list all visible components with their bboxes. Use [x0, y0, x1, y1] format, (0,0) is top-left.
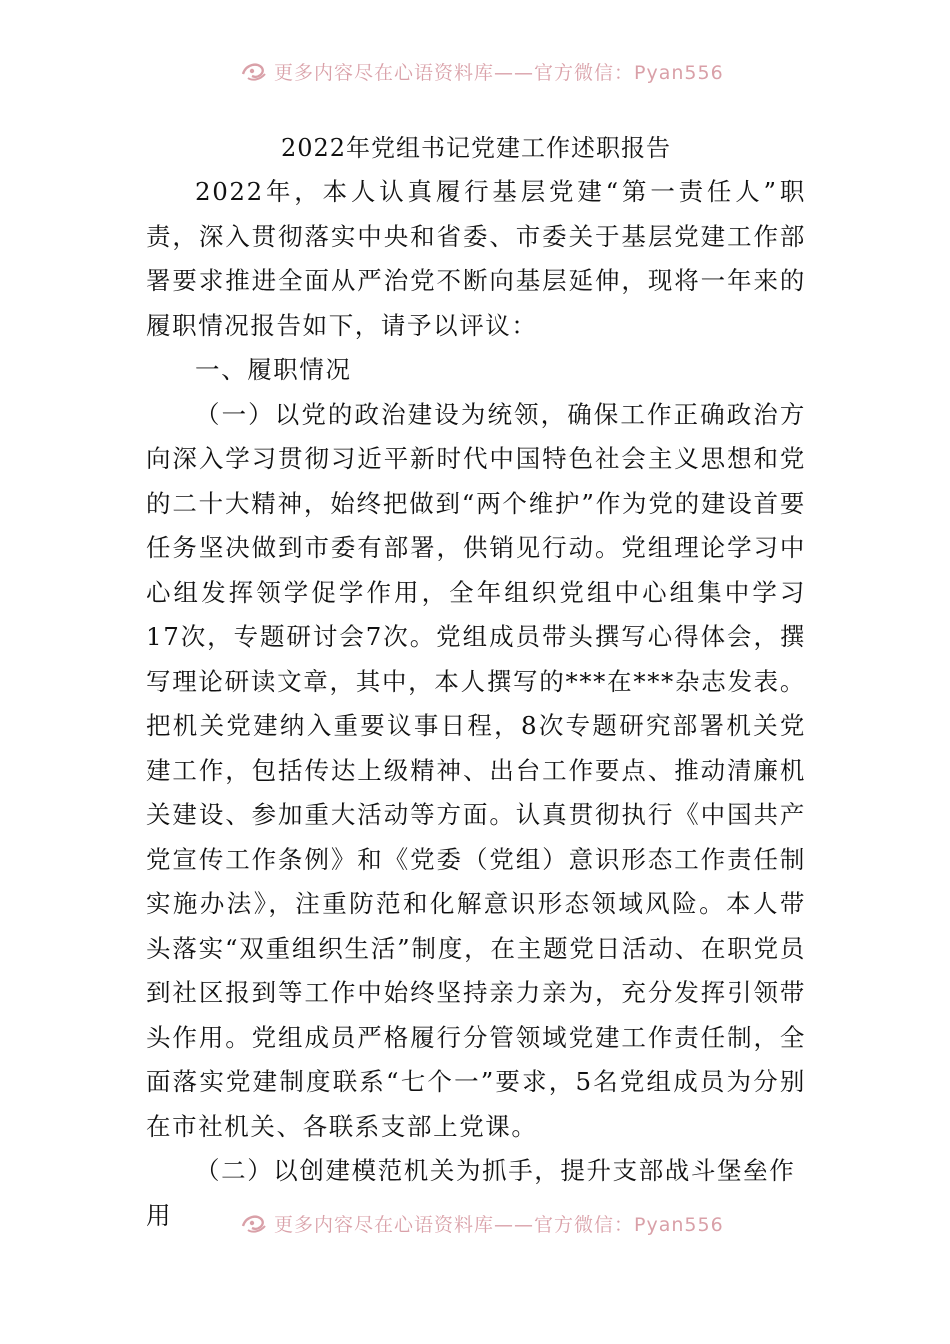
document-body	[146, 126, 806, 1238]
subsection-paragraph: （一）以党的政治建设为统领，确保工作正确政治方向深入学习贯彻习近平新时代中国特色社会主义思想和党的二十大精神，始终把做到“两个维护”作为党的建设首要任务坚决做到市委有部署，供销见行动。党组理论学习中心组发挥领学促学作用，全年组织党组中心组集中学习17次，专题研讨会7次。党组成员带头撰写心得体会，撰写理论研读文章，其中，本人撰写的***在***杂志发表。把机关党建纳入重要议事日程，8次专题研究部署机关党建工作，包括传达上级精神、出台工作要点、推动清廉机关建设、参加重大活动等方面。认真贯彻执行《中国共产党宣传工作条例》和《党委（党组）意识形态工作责任制实施办法》，注重防范和化解意识形态领域风险。本人带头落实“双重组织生活”制度，在主题党日活动、在职党员到社区报到等工作中始终坚持亲力亲为，充分发挥引领带头作用。党组成员严格履行分管领域党建工作责任制，全面落实党建制度联系“七个一”要求，5名党组成员为分别在市社机关、各联系支部上党课。	[146, 399, 806, 1141]
watermark-text: 更多内容尽在心语资料库——官方微信：Pyan556	[274, 61, 724, 84]
watermark-header	[240, 56, 724, 86]
watermark-footer	[240, 1208, 724, 1238]
swirl-logo-icon	[240, 60, 268, 82]
document-title: 2022年党组书记党建工作述职报告	[280, 134, 672, 162]
watermark-text: 更多内容尽在心语资料库——官方微信：Pyan556	[274, 1213, 724, 1236]
section-heading: 一、履职情况	[195, 355, 352, 384]
subsection-heading: （二）以创建模范机关为抓手，提升支部战斗堡垒作用	[146, 1156, 796, 1230]
intro-paragraph: 2022年，本人认真履行基层党建“第一责任人”职责，深入贯彻落实中央和省委、市委关于基层党建工作部署要求推进全面从严治党不断向基层延伸，现将一年来的履职情况报告如下，请予以评议：	[146, 177, 806, 340]
swirl-logo-icon	[240, 1212, 268, 1234]
